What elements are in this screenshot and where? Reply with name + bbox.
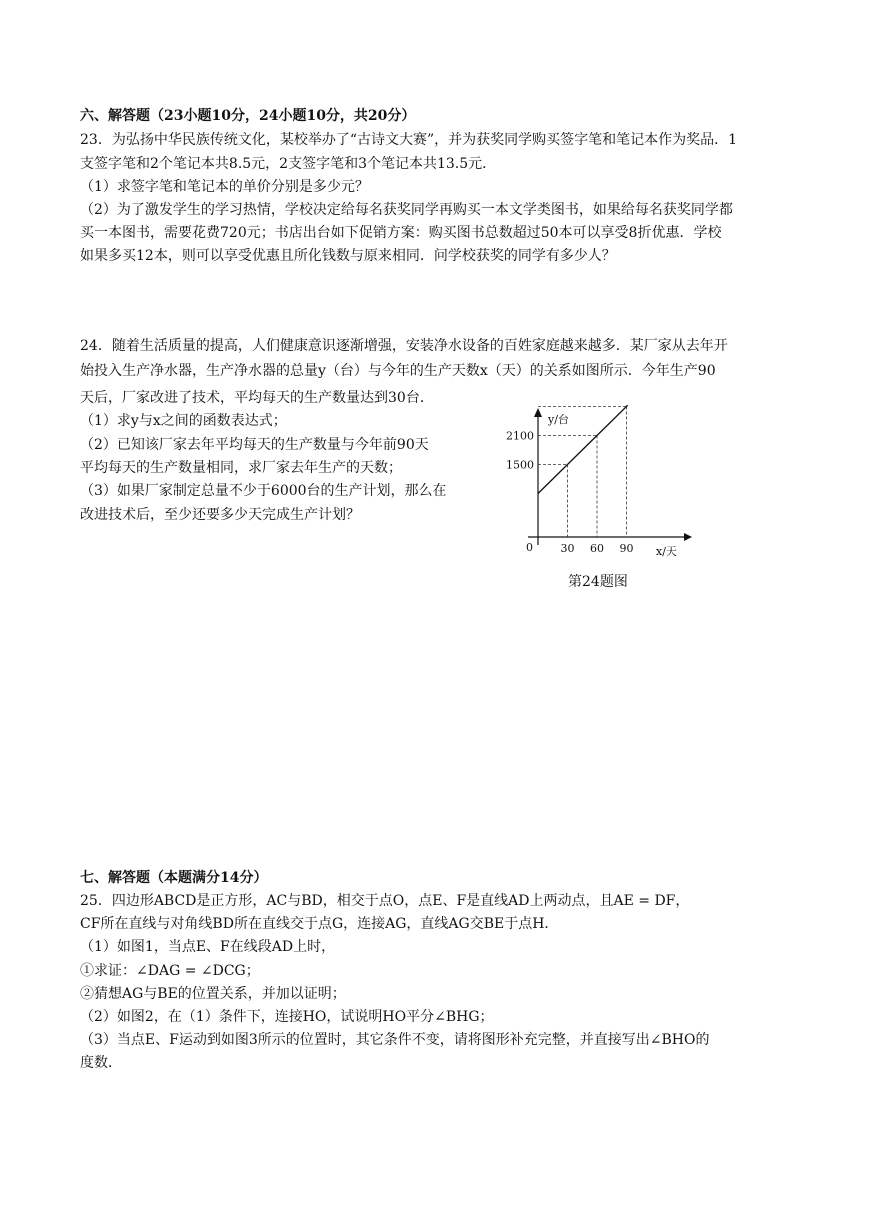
y-tick-label-0: 1500 [506, 458, 534, 472]
q25-line-3: （1）如图1，当点E、F在线段AD上时， [80, 939, 336, 955]
x-tick-label-0: 30 [560, 542, 575, 555]
q25-line-1: 25．四边形ABCD是正方形，AC与BD，相交于点O，点E、F是直线AD上两动点，且AE = DF， [80, 893, 690, 909]
x-tick-label-2: 90 [619, 542, 634, 555]
y-axis-label: y/台 [548, 413, 569, 426]
q24-line-4: （1）求y与x之间的函数表达式； [80, 413, 287, 429]
q24-line-2: 始投入生产净水器，生产净水器的总量y（台）与今年的生产天数x（天）的关系如图所示．今年生产90 [80, 363, 716, 379]
chart-axes [528, 408, 692, 545]
q25-line-4: ①求证：∠DAG = ∠DCG； [80, 963, 260, 979]
q23-line-6: 如果多买12本，则可以享受优惠且所化钱数与原来相同．问学校获奖的同学有多少人？ [80, 248, 616, 264]
q23-line-1: 23．为弘扬中华民族传统文化，某校举办了“古诗文大赛”，并为获奖同学购买签字笔和笔记本作为奖品．1 [80, 132, 738, 148]
y-tick-label-1: 2100 [506, 429, 534, 443]
q24-line-8: 改进技术后，至少还要多少天完成生产计划？ [80, 507, 360, 523]
q23-line-2: 支签字笔和2个笔记本共8.5元，2支签字笔和3个笔记本共13.5元． [80, 156, 497, 172]
q25-line-6: （2）如图2，在（1）条件下，连接HO，试说明HO平分∠BHG； [80, 1009, 494, 1025]
chart-guides [538, 407, 626, 538]
x-tick-label-1: 60 [589, 542, 604, 555]
q25-line-7: （3）当点E、F运动到如图3所示的位置时，其它条件不变，请将图形补充完整，并直接写出∠BHO的 [80, 1032, 710, 1048]
q23-line-4: （2）为了激发学生的学习热情，学校决定给每名获奖同学再购买一本文学类图书，如果给每名获奖同学都 [80, 202, 733, 218]
q24-line-6: 平均每天的生产数量相同，求厂家去年生产的天数； [80, 460, 402, 476]
q25-line-2: CF所在直线与对角线BD所在直线交于点G，连接AG，直线AG交BE于点H． [80, 916, 559, 932]
x-axis-label: x/天 [656, 545, 677, 558]
section-6-heading: 六、解答题（23小题10分，24小题10分，共20分） [80, 108, 416, 124]
q25-line-8: 度数． [80, 1055, 122, 1071]
q24-line-1: 24．随着生活质量的提高，人们健康意识逐渐增强，安装净水设备的百姓家庭越来越多．某厂家从去年开 [80, 338, 728, 354]
y-axis-arrow [534, 408, 542, 417]
q24-line-5: （2）已知该厂家去年平均每天的生产数量与今年前90天 [80, 437, 429, 453]
q24-line-chart [500, 405, 700, 565]
figure-24-caption: 第24题图 [568, 574, 628, 590]
origin-label: 0 [526, 541, 533, 554]
q25-line-5: ②猜想AG与BE的位置关系，并加以证明； [80, 986, 346, 1002]
section-7-heading: 七、解答题（本题满分14分） [80, 870, 268, 886]
q23-line-3: （1）求签字笔和笔记本的单价分别是多少元？ [80, 179, 369, 195]
q24-line-7: （3）如果厂家制定总量不少于6000台的生产计划，那么在 [80, 483, 447, 499]
chart-labels [506, 413, 677, 558]
q24-line-3: 天后，厂家改进了技术，平均每天的生产数量达到30台． [80, 390, 434, 406]
x-axis-arrow [684, 533, 692, 541]
q23-line-5: 买一本图书，需要花费720元；书店出台如下促销方案：购买图书总数超过50本可以享受8折优惠．学校 [80, 225, 722, 241]
